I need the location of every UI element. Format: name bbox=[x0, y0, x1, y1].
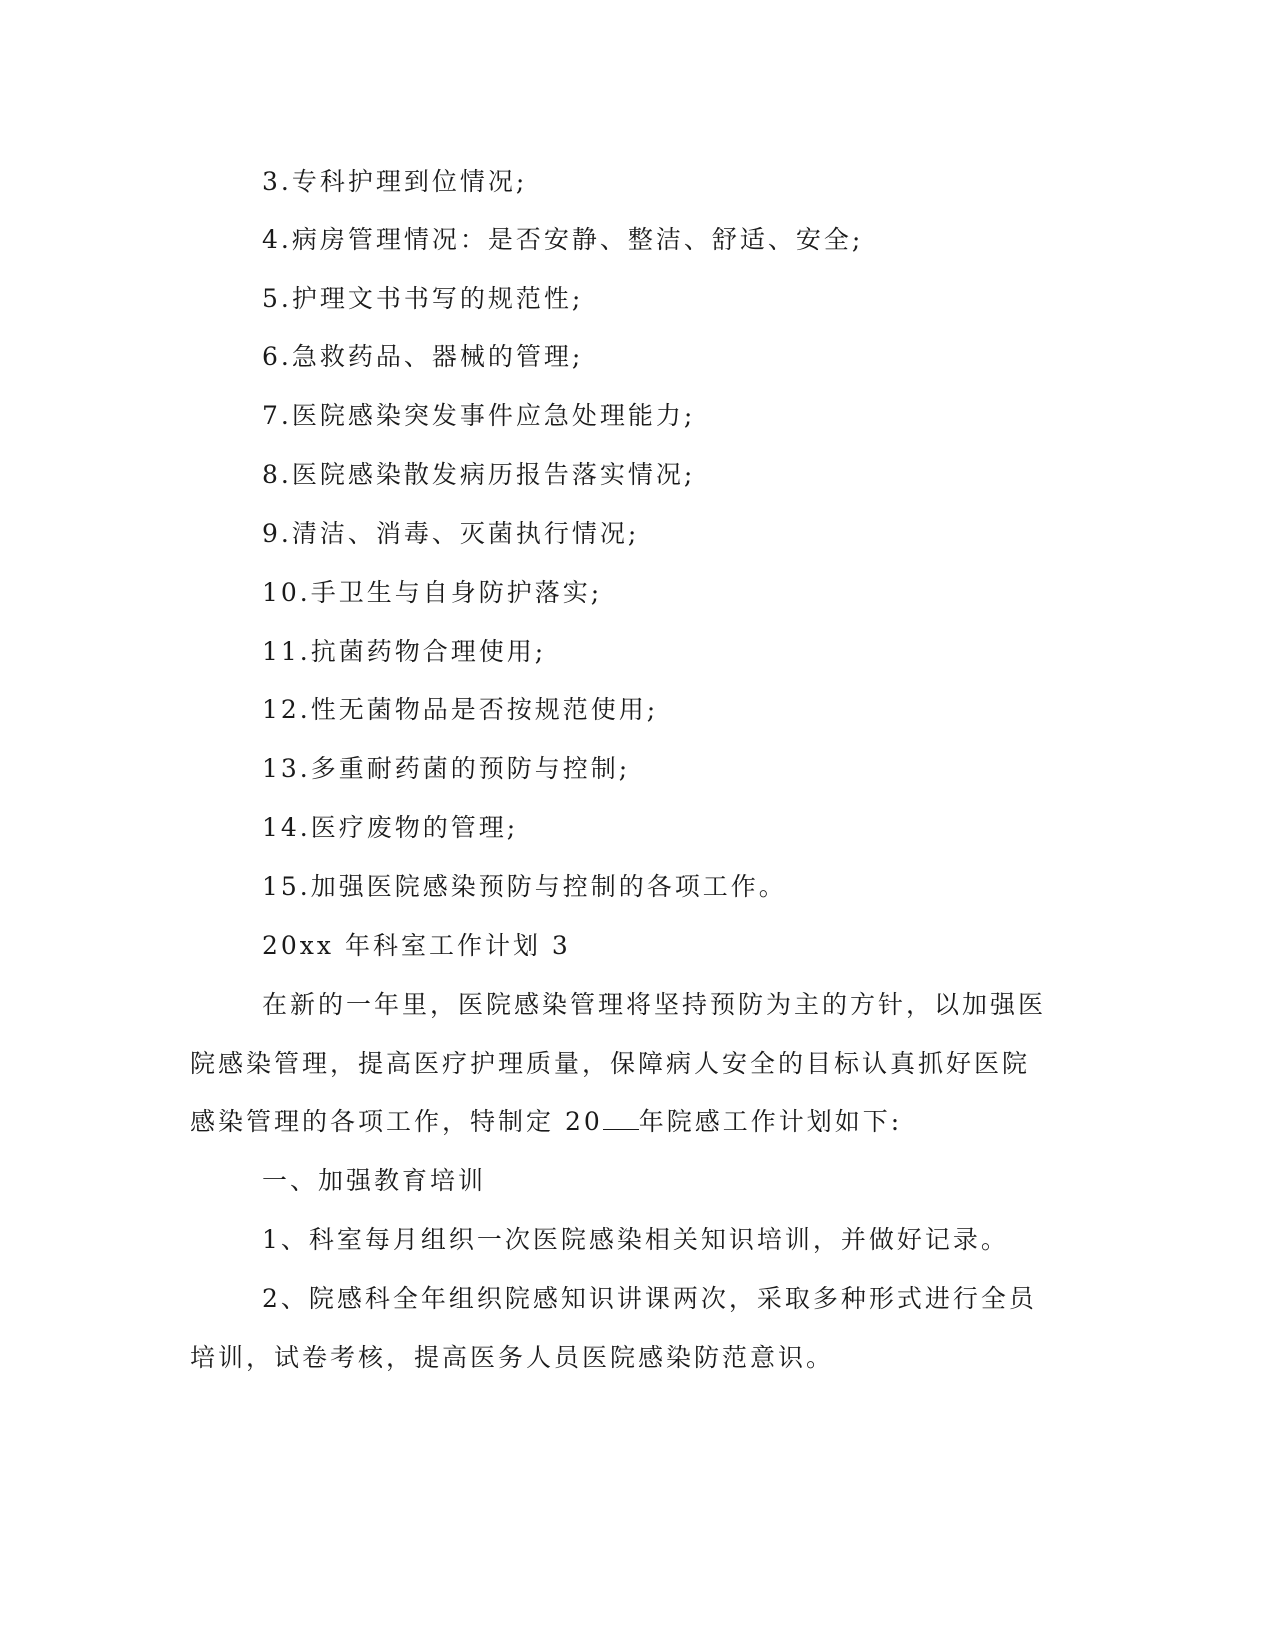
intro-text-after-blank: 年院感工作计划如下: bbox=[638, 1107, 903, 1136]
intro-paragraph-line-1: 在新的一年里，医院感染管理将坚持预防为主的方针，以加强医 bbox=[262, 990, 1047, 1019]
list-item: 5.护理文书书写的规范性; bbox=[262, 284, 584, 313]
list-item: 9.清洁、消毒、灭菌执行情况; bbox=[262, 519, 640, 548]
training-item-1: 1、科室每月组织一次医院感染相关知识培训，并做好记录。 bbox=[262, 1225, 1009, 1254]
list-item: 14.医疗废物的管理; bbox=[262, 813, 519, 842]
section-title: 20xx 年科室工作计划 3 bbox=[262, 931, 571, 960]
list-item: 13.多重耐药菌的预防与控制; bbox=[262, 754, 631, 783]
list-item: 6.急救药品、器械的管理; bbox=[262, 342, 584, 371]
training-item-2-line-1: 2、院感科全年组织院感知识讲课两次，采取多种形式进行全员 bbox=[262, 1284, 1037, 1313]
list-item: 7.医院感染突发事件应急处理能力; bbox=[262, 401, 696, 430]
list-item: 3.专科护理到位情况; bbox=[262, 167, 528, 196]
intro-paragraph-line-2: 院感染管理，提高医疗护理质量，保障病人安全的目标认真抓好医院 bbox=[190, 1049, 1031, 1078]
list-item: 11.抗菌药物合理使用; bbox=[262, 637, 547, 666]
intro-text-before-blank: 感染管理的各项工作，特制定 20 bbox=[190, 1107, 603, 1136]
list-item: 4.病房管理情况：是否安静、整洁、舒适、安全; bbox=[262, 225, 864, 254]
list-item: 8.医院感染散发病历报告落实情况; bbox=[262, 460, 696, 489]
list-item: 12.性无菌物品是否按规范使用; bbox=[262, 695, 659, 724]
intro-paragraph-line-3 bbox=[190, 1106, 902, 1138]
list-item: 15.加强医院感染预防与控制的各项工作。 bbox=[262, 872, 787, 901]
fill-in-blank bbox=[603, 1107, 639, 1130]
training-item-2-line-2: 培训，试卷考核，提高医务人员医院感染防范意识。 bbox=[190, 1343, 835, 1372]
heading-education-training: 一、加强教育培训 bbox=[262, 1166, 487, 1195]
list-item: 10.手卫生与自身防护落实; bbox=[262, 578, 603, 607]
